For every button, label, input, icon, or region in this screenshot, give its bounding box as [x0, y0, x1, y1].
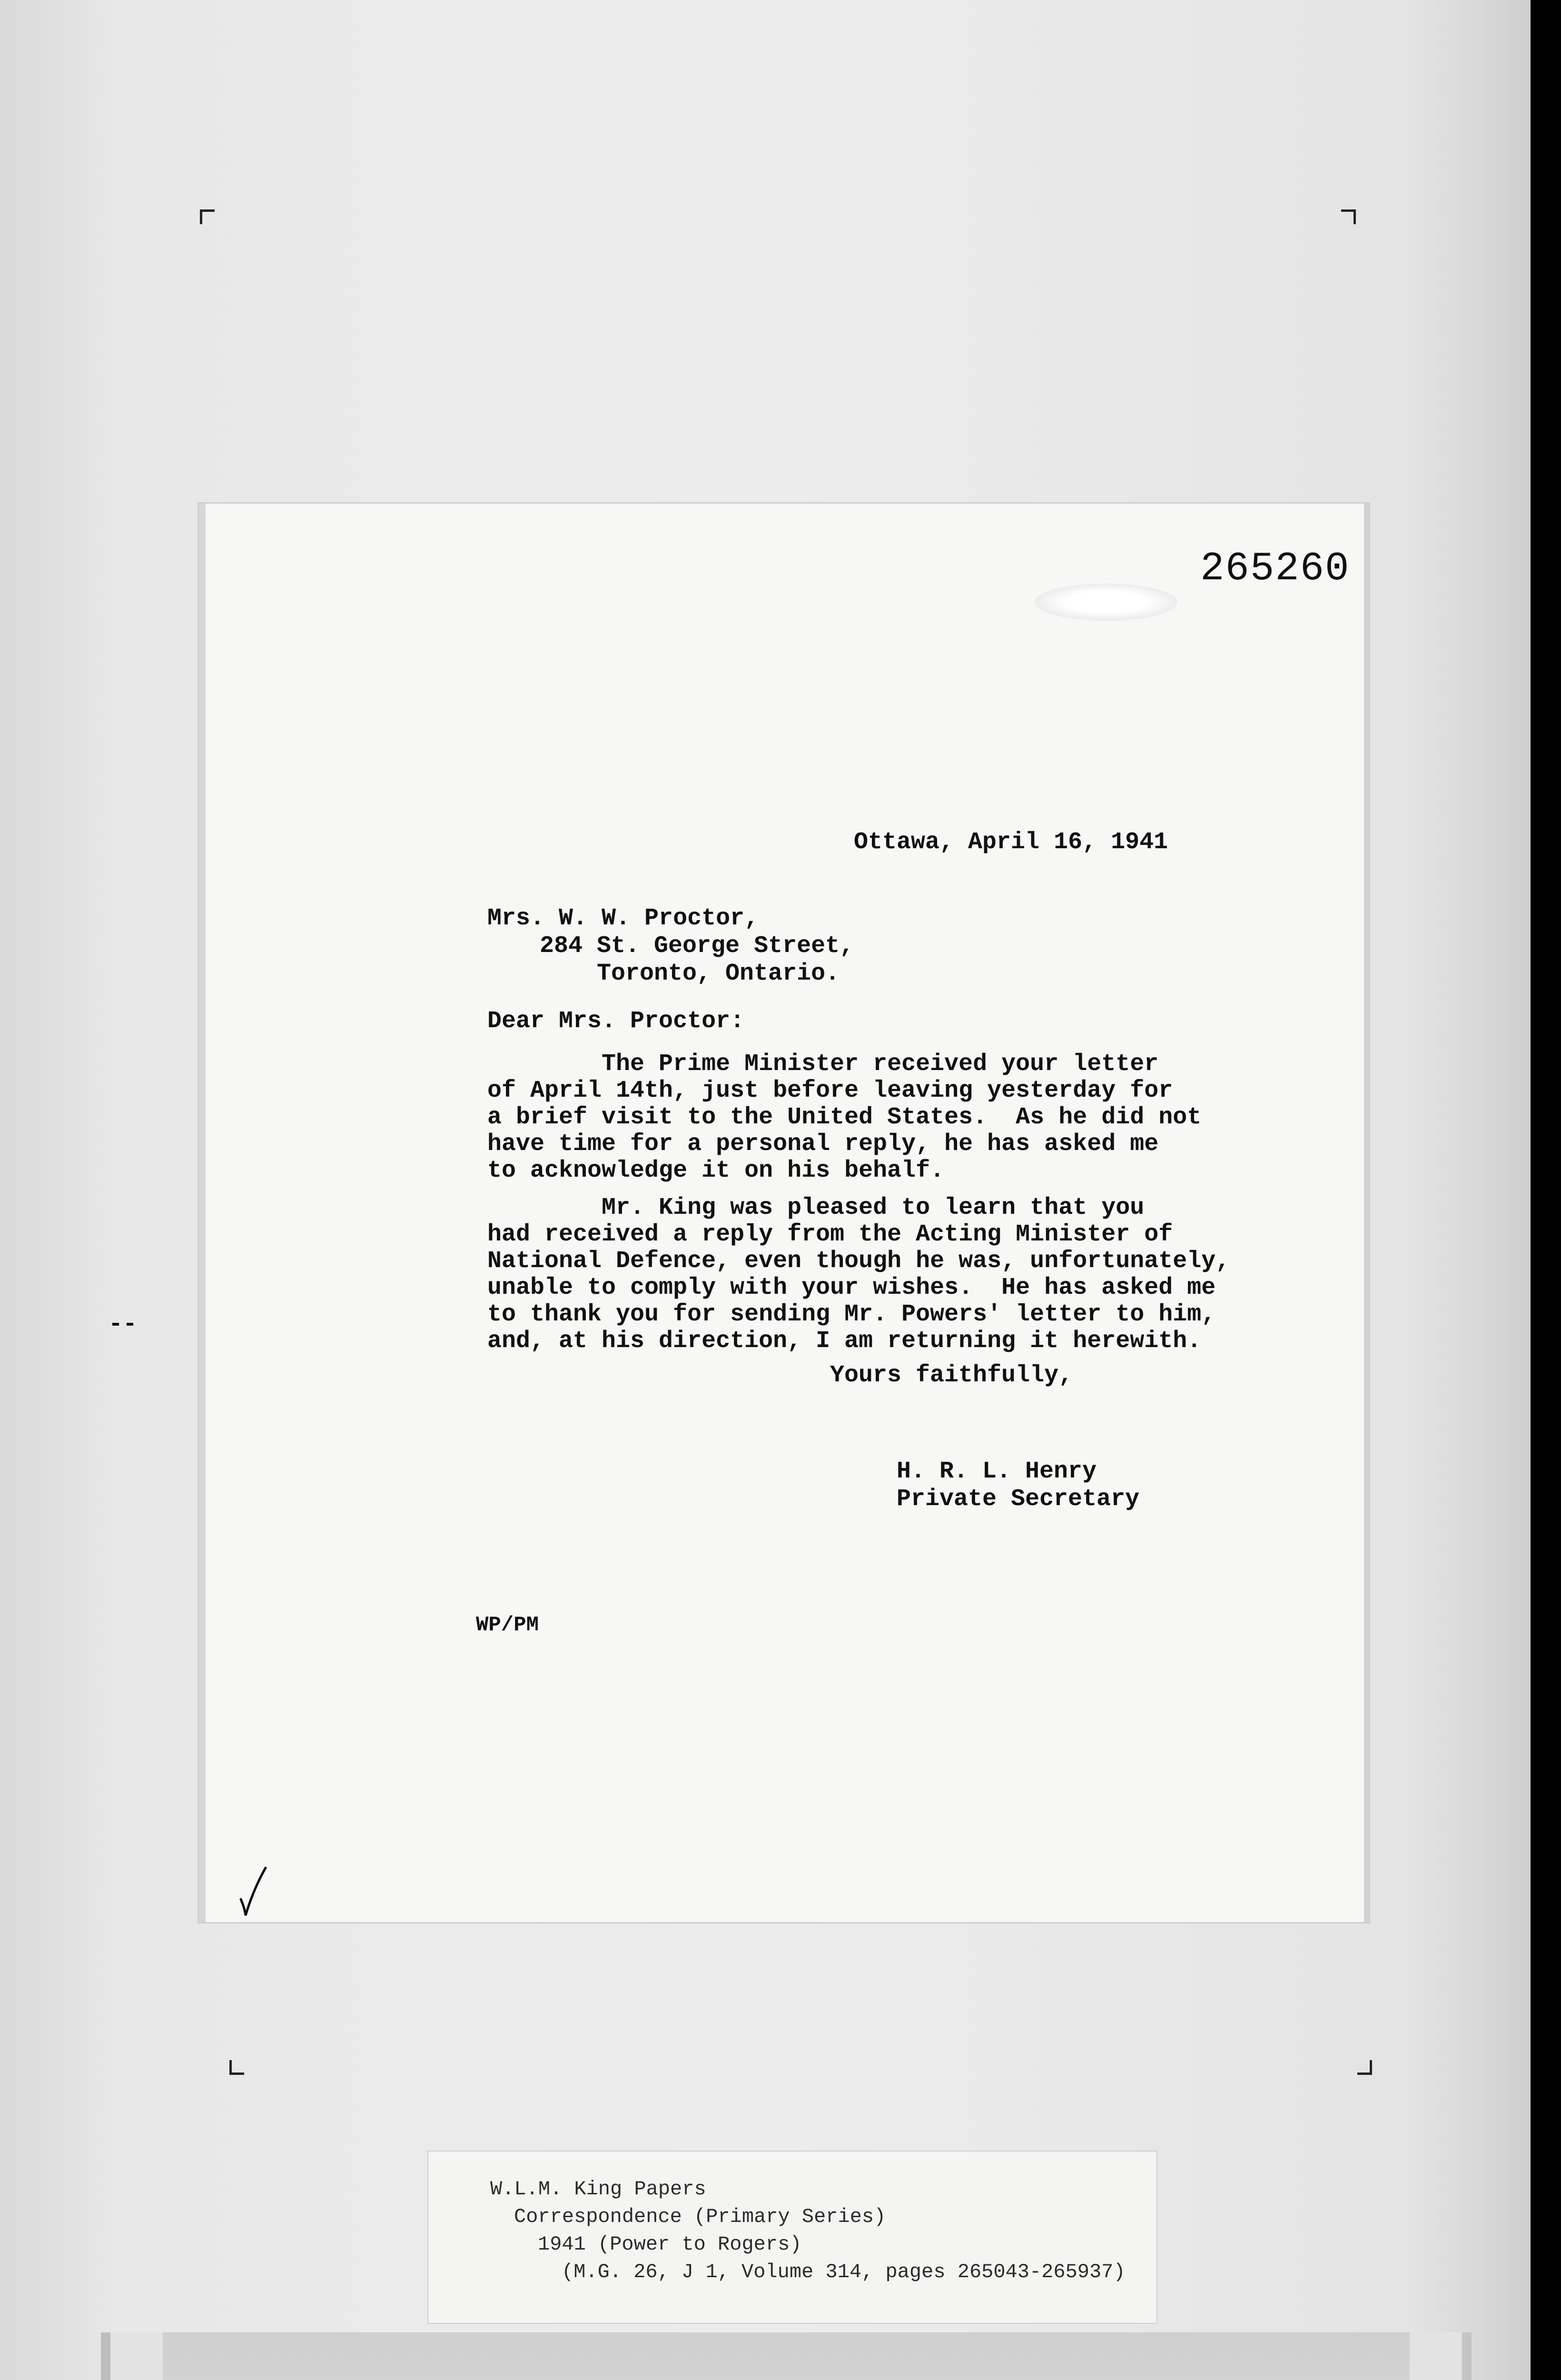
crop-mark-top-right [1341, 209, 1356, 224]
paragraph-2-line: National Defence, even though he was, unfortunately, [487, 1248, 1230, 1275]
paragraph-1 [487, 1051, 1296, 1184]
crop-mark-bottom-left [229, 2060, 244, 2075]
paragraph-2-line: Mr. King was pleased to learn that you [487, 1194, 1145, 1221]
paper-smudge [1035, 584, 1177, 621]
archives-banner [101, 2332, 1472, 2380]
citation-reference: (M.G. 26, J 1, Volume 314, pages 265043-265937) [562, 2261, 1126, 2283]
closing: Yours faithfully, [830, 1362, 1073, 1389]
paragraph-1-line: of April 14th, just before leaving yesterday for [487, 1077, 1173, 1104]
paragraph-2-line: and, at his direction, I am returning it herewith. [487, 1328, 1202, 1355]
paragraph-2-line: unable to comply with your wishes. He has asked me [487, 1274, 1216, 1301]
paragraph-2-line: had received a reply from the Acting Minister of [487, 1221, 1173, 1248]
letter-page [109, 504, 1369, 1922]
paragraph-2-line: to thank you for sending Mr. Powers' letter to him, [487, 1301, 1216, 1328]
paragraph-2 [487, 1195, 1296, 1355]
signature-name: H. R. L. Henry [897, 1458, 1097, 1485]
margin-mark: -- [109, 1311, 138, 1338]
crop-mark-bottom-right [1357, 2060, 1372, 2075]
crop-mark-top-left [200, 209, 215, 224]
document-number: 265260 [1200, 546, 1350, 592]
tape-left [110, 2332, 163, 2380]
paragraph-1-line: to acknowledge it on his behalf. [487, 1157, 945, 1184]
recipient-street: 284 St. George Street, [540, 932, 854, 960]
paragraph-1-line: have time for a personal reply, he has asked me [487, 1130, 1159, 1158]
citation-series: Correspondence (Primary Series) [514, 2205, 886, 2228]
tape-right [1410, 2332, 1462, 2380]
citation-file: 1941 (Power to Rogers) [538, 2233, 802, 2256]
salutation: Dear Mrs. Proctor: [487, 1008, 745, 1035]
recipient-name: Mrs. W. W. Proctor, [487, 905, 759, 932]
paragraph-1-line: a brief visit to the United States. As he did not [487, 1104, 1202, 1131]
paragraph-1-line: The Prime Minister received your letter [487, 1051, 1159, 1078]
letter-date: Ottawa, April 16, 1941 [854, 829, 1168, 856]
checkmark-icon [239, 1866, 267, 1918]
citation-collection: W.L.M. King Papers [490, 2178, 706, 2201]
recipient-city: Toronto, Ontario. [597, 960, 840, 987]
signature-title: Private Secretary [897, 1486, 1140, 1513]
typist-initials: WP/PM [476, 1613, 539, 1637]
citation-label [427, 2151, 1157, 2324]
